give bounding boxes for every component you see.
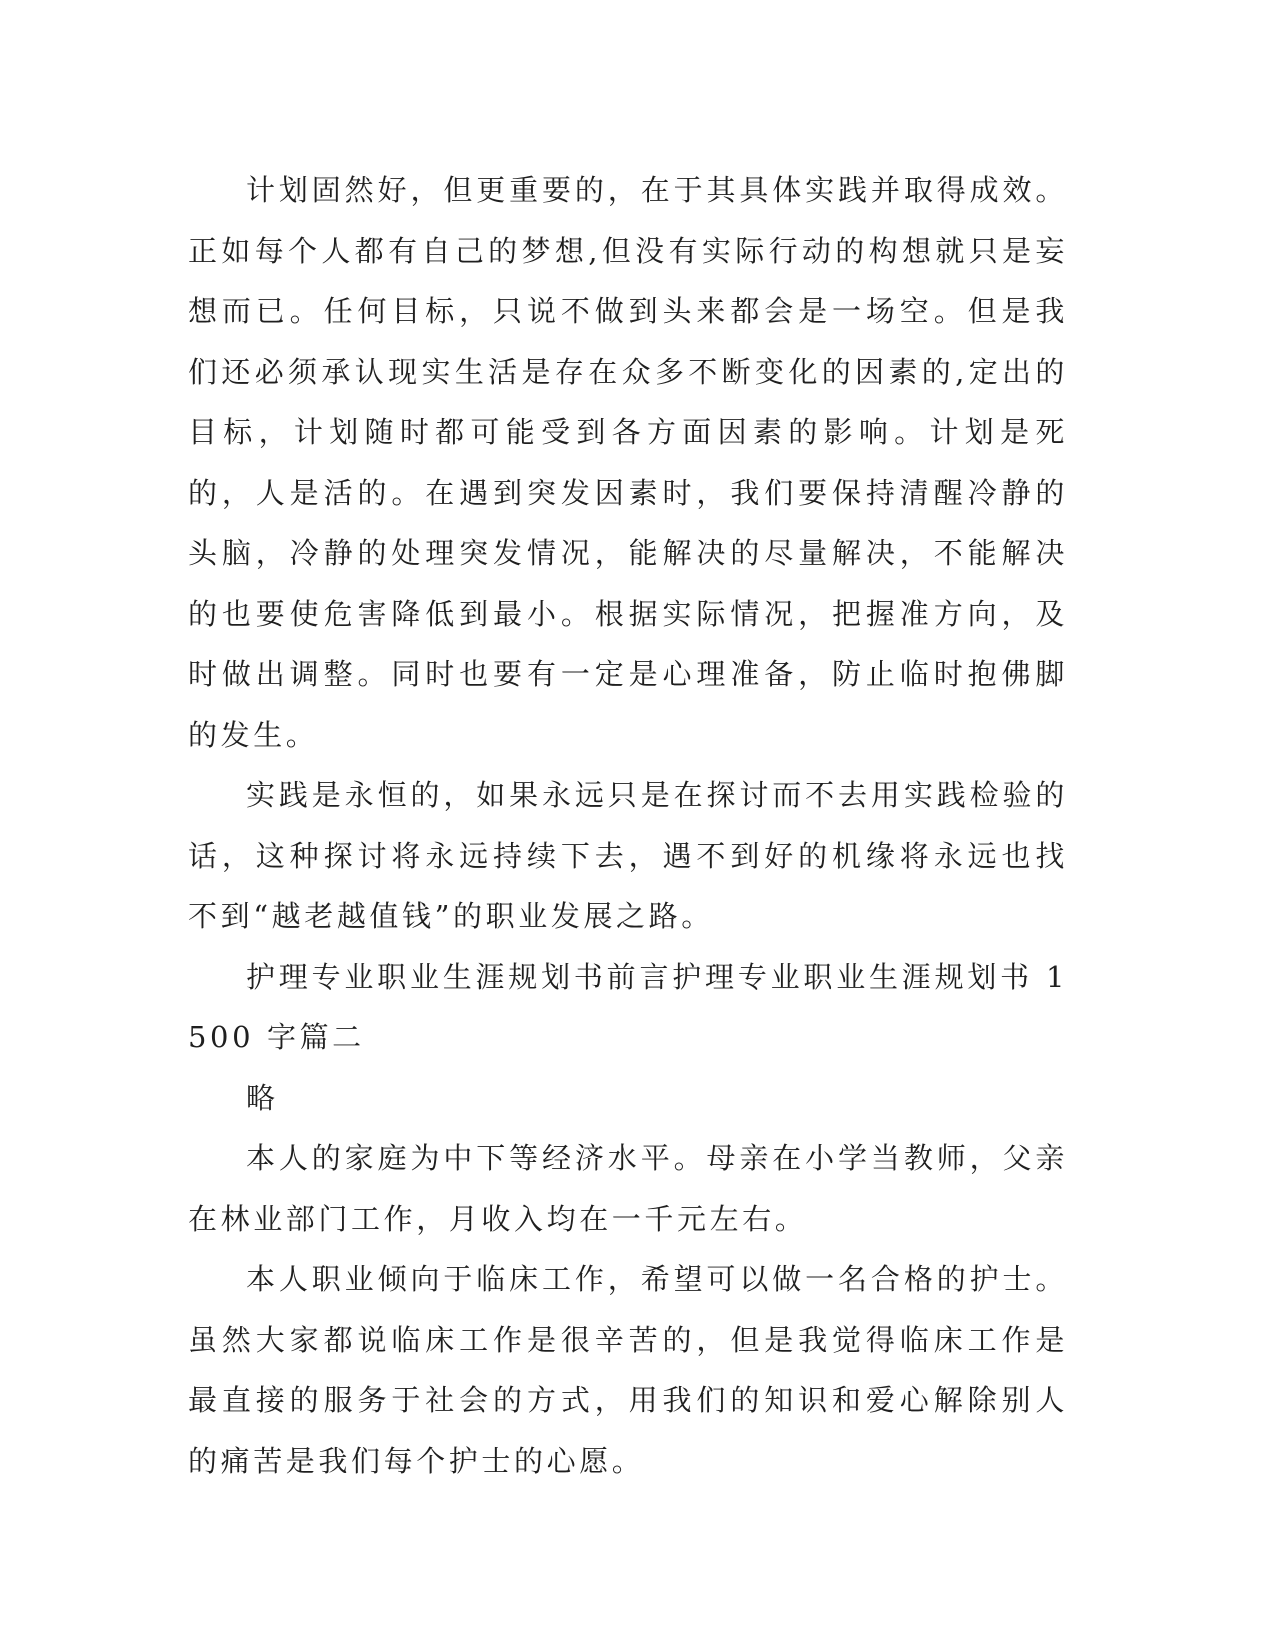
document-body (188, 160, 1068, 1491)
paragraph-practice-eternal: 实践是永恒的，如果永远只是在探讨而不去用实践检验的话，这种探讨将永远持续下去，遇不到好的机缘将永远也找不到“越老越值钱”的职业发展之路。 (188, 778, 1068, 933)
paragraph-family: 本人的家庭为中下等经济水平。母亲在小学当教师，父亲在林业部门工作，月收入均在一千元左右。 (188, 1141, 1068, 1236)
paragraph-omitted: 略 (246, 1080, 279, 1115)
paragraph-career-tendency: 本人职业倾向于临床工作，希望可以做一名合格的护士。虽然大家都说临床工作是很辛苦的，但是我觉得临床工作是最直接的服务于社会的方式，用我们的知识和爱心解除别人的痛苦是我们每个护士的心愿。 (188, 1262, 1068, 1478)
paragraph-plan-practice: 计划固然好，但更重要的，在于其具体实践并取得成效。正如每个人都有自己的梦想,但没有实际行动的构想就只是妄想而已。任何目标，只说不做到头来都会是一场空。但是我们还必须承认现实生活是存在众多不断变化的因素的,定出的目标，计划随时都可能受到各方面因素的影响。计划是死的，人是活的。在遇到突发因素时，我们要保持清醒冷静的头脑，冷静的处理突发情况，能解决的尽量解决，不能解决的也要使危害降低到最小。根据实际情况，把握准方向，及时做出调整。同时也要有一定是心理准备，防止临时抱佛脚的发生。 (188, 173, 1068, 752)
paragraph-section-heading: 护理专业职业生涯规划书前言护理专业职业生涯规划书 1500 字篇二 (188, 959, 1068, 1054)
